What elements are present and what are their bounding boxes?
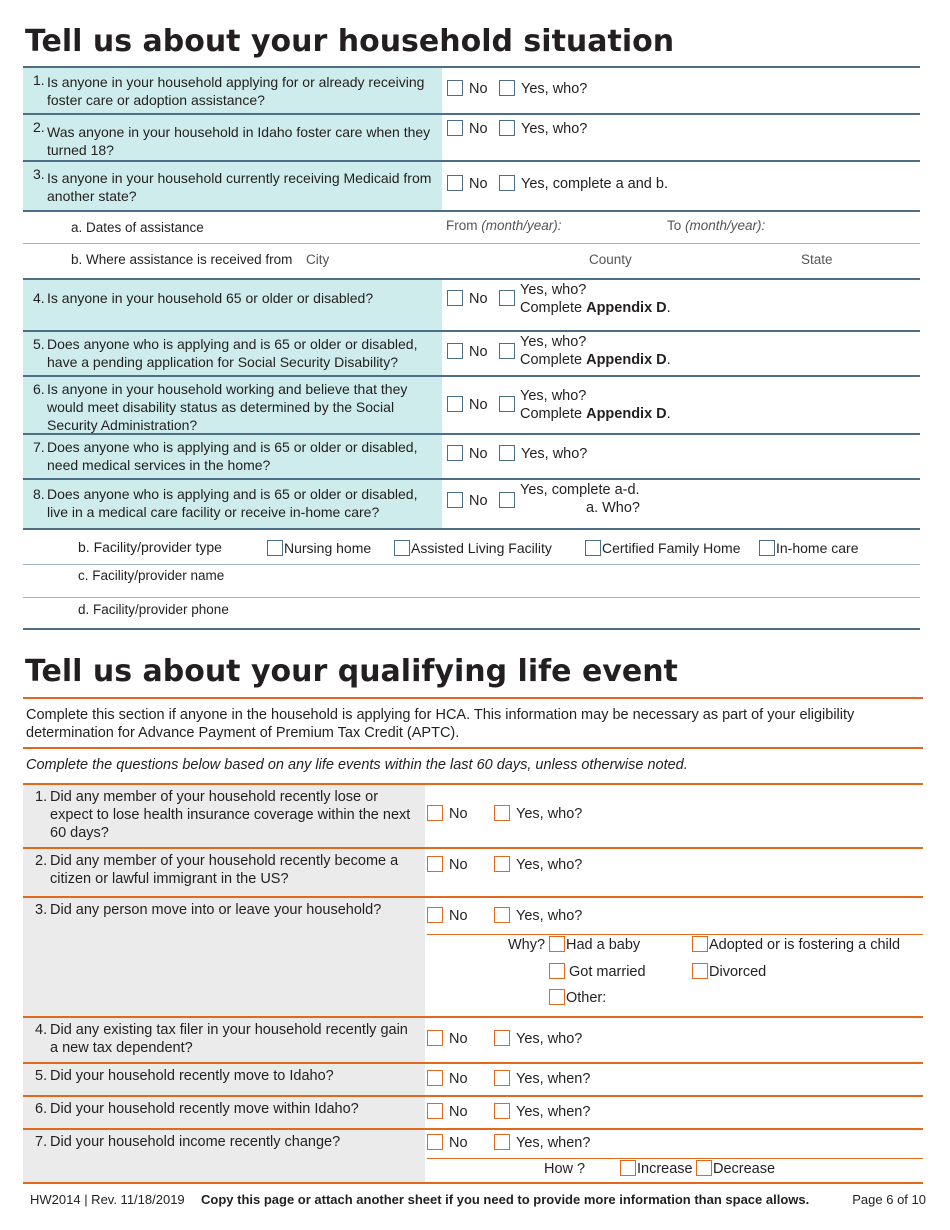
household-q2-row <box>23 113 920 160</box>
qle-q2-row <box>23 847 923 896</box>
city-label: City <box>306 252 330 267</box>
question-cell <box>23 68 442 113</box>
yes-checkbox[interactable] <box>499 493 521 509</box>
checkbox-box-icon <box>549 963 565 979</box>
question-cell <box>23 898 425 1016</box>
how-label: How ? <box>544 1161 586 1177</box>
no-checkbox[interactable]: No <box>447 291 488 307</box>
checkbox-box-icon <box>494 1134 510 1150</box>
facility-phone-label: d. Facility/provider phone <box>78 602 229 617</box>
question-cell <box>23 1018 425 1062</box>
form-id: HW2014 | Rev. 11/18/2019 <box>30 1192 185 1207</box>
checkbox-box-icon <box>427 1030 443 1046</box>
checkbox-box-icon <box>494 1030 510 1046</box>
certified-family-home-checkbox[interactable]: Certified Family Home <box>585 540 740 557</box>
checkbox-box-icon <box>585 540 601 556</box>
question-number: 2. <box>35 853 48 869</box>
household-q4-row <box>23 278 920 330</box>
household-q7-row <box>23 433 920 478</box>
question-number: 8. <box>33 486 45 502</box>
question-text: Was anyone in your household in Idaho foster care when they turned 18? <box>47 124 431 158</box>
checkbox-box-icon <box>427 907 443 923</box>
footer-note: Copy this page or attach another sheet if you need to provide more information than space allows. <box>201 1192 810 1207</box>
adopted-checkbox[interactable]: Adopted or is fostering a child <box>692 937 900 953</box>
checkbox-box-icon <box>447 120 463 136</box>
question-number: 3. <box>35 902 48 918</box>
checkbox-box-icon <box>499 492 515 508</box>
question-cell <box>23 1064 425 1095</box>
yes-appendix-text: Yes, who? Complete Appendix D. <box>520 388 671 422</box>
question-text: Did any member of your household recently become a citizen or lawful immigrant in the US? <box>50 853 399 887</box>
qle-q1-row <box>23 783 923 847</box>
question-cell <box>23 1097 425 1128</box>
checkbox-box-icon <box>447 445 463 461</box>
state-label: State <box>801 252 833 267</box>
question-number: 3. <box>33 166 45 182</box>
question-number: 1. <box>35 789 48 805</box>
qle-title: Tell us about your qualifying life event <box>25 654 678 689</box>
question-text: Does anyone who is applying and is 65 or older or disabled, have a pending application for Social Security Disability? <box>47 336 418 370</box>
qle-note-row <box>23 749 923 785</box>
who-label: a. Who? <box>586 500 640 516</box>
household-title: Tell us about your household situation <box>25 24 675 59</box>
checkbox-box-icon <box>447 343 463 359</box>
household-q8-row <box>23 478 920 528</box>
no-checkbox[interactable]: No <box>447 446 488 462</box>
no-checkbox[interactable]: No <box>427 908 468 924</box>
checkbox-box-icon <box>427 1070 443 1086</box>
yes-checkbox[interactable]: Yes, who? <box>499 121 587 137</box>
had-baby-checkbox[interactable]: Had a baby <box>549 937 640 953</box>
household-section <box>23 66 920 630</box>
checkbox-box-icon <box>447 396 463 412</box>
no-checkbox[interactable]: No <box>447 344 488 360</box>
qle-section <box>23 697 923 1186</box>
household-q5-row <box>23 330 920 375</box>
checkbox-box-icon <box>427 856 443 872</box>
question-cell <box>23 1130 425 1182</box>
checkbox-box-icon <box>549 936 565 952</box>
checkbox-box-icon <box>447 290 463 306</box>
yes-checkbox[interactable]: Yes, who? <box>499 446 587 462</box>
no-checkbox[interactable]: No <box>447 81 488 97</box>
where-label: b. Where assistance is received from <box>71 252 293 267</box>
question-text: Did your household recently move to Idaho? <box>50 1068 334 1084</box>
question-cell <box>23 115 442 160</box>
checkbox-box-icon <box>549 989 565 1005</box>
question-number: 4. <box>35 1022 48 1038</box>
page-number: Page 6 of 10 <box>852 1192 926 1207</box>
no-checkbox[interactable]: No <box>447 176 488 192</box>
in-home-care-checkbox[interactable]: In-home care <box>759 540 858 557</box>
yes-checkbox[interactable]: Yes, who? <box>494 908 582 924</box>
question-number: 5. <box>33 336 45 352</box>
qle-q7-row <box>23 1128 923 1184</box>
question-cell <box>23 785 425 847</box>
question-cell <box>23 280 442 330</box>
checkbox-box-icon <box>267 540 283 556</box>
no-checkbox[interactable]: No <box>447 493 488 509</box>
qle-q3-row <box>23 896 923 1016</box>
got-married-checkbox[interactable]: Got married <box>549 964 646 980</box>
qle-intro-row <box>23 697 923 749</box>
other-checkbox[interactable]: Other: <box>549 990 606 1006</box>
question-text: Did any person move into or leave your household? <box>50 902 382 918</box>
question-text: Is anyone in your household 65 or older or disabled? <box>47 290 374 306</box>
checkbox-box-icon <box>499 396 515 412</box>
yes-appendix-text: Yes, who? Complete Appendix D. <box>520 282 671 316</box>
question-number: 6. <box>33 381 45 397</box>
checkbox-box-icon <box>499 80 515 96</box>
assisted-living-checkbox[interactable]: Assisted Living Facility <box>394 540 552 557</box>
from-label: From (month/year): <box>446 218 562 233</box>
checkbox-box-icon <box>499 175 515 191</box>
no-checkbox[interactable]: No <box>427 1071 468 1087</box>
question-number: 6. <box>35 1101 48 1117</box>
household-q8d-row <box>23 598 920 630</box>
qle-q5-row <box>23 1062 923 1095</box>
household-q6-row <box>23 375 920 433</box>
checkbox-box-icon <box>759 540 775 556</box>
question-cell <box>23 480 442 528</box>
question-number: 1. <box>33 72 45 88</box>
checkbox-box-icon <box>696 1160 712 1176</box>
checkbox-box-icon <box>499 290 515 306</box>
checkbox-box-icon <box>692 936 708 952</box>
question-number: 2. <box>33 119 45 135</box>
no-checkbox[interactable]: No <box>427 1135 468 1151</box>
household-q8b-row <box>23 528 920 565</box>
question-number: 7. <box>33 439 45 455</box>
no-checkbox[interactable]: No <box>447 397 488 413</box>
yes-checkbox[interactable]: Yes, who? <box>494 1031 582 1047</box>
checkbox-box-icon <box>499 120 515 136</box>
question-number: 4. <box>33 290 45 306</box>
question-text: Does anyone who is applying and is 65 or older or disabled, need medical services in the home? <box>47 439 418 473</box>
question-text: Did any existing tax filer in your household recently gain a new tax dependent? <box>50 1022 408 1056</box>
checkbox-box-icon <box>427 1134 443 1150</box>
yes-checkbox[interactable]: Yes, when? <box>494 1071 590 1087</box>
checkbox-box-icon <box>427 805 443 821</box>
why-label: Why? <box>508 937 546 953</box>
question-text: Did any member of your household recently lose or expect to lose health insurance coverage within the next 60 days? <box>50 789 411 841</box>
no-checkbox[interactable]: No <box>427 1104 468 1120</box>
household-q1-row <box>23 66 920 113</box>
no-checkbox[interactable]: No <box>447 121 488 137</box>
checkbox-box-icon <box>494 805 510 821</box>
question-text: Is anyone in your household currently receiving Medicaid from another state? <box>47 170 432 204</box>
yes-checkbox[interactable]: Yes, who? <box>499 81 587 97</box>
yes-checkbox[interactable]: Yes, who? <box>494 857 582 873</box>
yes-checkbox[interactable] <box>499 397 521 413</box>
question-text: Did your household recently move within Idaho? <box>50 1101 359 1117</box>
increase-checkbox[interactable]: Increase <box>620 1161 693 1177</box>
decrease-checkbox[interactable]: Decrease <box>696 1161 775 1177</box>
checkbox-box-icon <box>620 1160 636 1176</box>
question-number: 7. <box>35 1134 48 1150</box>
checkbox-box-icon <box>692 963 708 979</box>
no-checkbox[interactable]: No <box>427 857 468 873</box>
household-q3-row <box>23 160 920 210</box>
yes-checkbox[interactable]: Yes, when? <box>494 1135 590 1151</box>
no-checkbox[interactable]: No <box>427 1031 468 1047</box>
nursing-home-checkbox[interactable]: Nursing home <box>267 540 371 557</box>
checkbox-box-icon <box>447 80 463 96</box>
yes-checkbox[interactable]: Yes, complete a and b. <box>499 176 668 192</box>
question-text: Is anyone in your household working and believe that they would meet disability status as determined by the Social Security Administration? <box>47 381 408 433</box>
to-label: To (month/year): <box>667 218 766 233</box>
qle-q6-row <box>23 1095 923 1128</box>
checkbox-box-icon <box>447 175 463 191</box>
county-label: County <box>589 252 632 267</box>
divorced-checkbox[interactable]: Divorced <box>692 964 766 980</box>
checkbox-box-icon <box>494 1103 510 1119</box>
qle-q4-row <box>23 1016 923 1062</box>
question-cell <box>23 162 442 210</box>
yes-checkbox[interactable] <box>499 344 521 360</box>
question-number: 5. <box>35 1068 48 1084</box>
question-text: Is anyone in your household applying for or already receiving foster care or adoption assistance? <box>47 74 425 108</box>
yes-appendix-text: Yes, who? Complete Appendix D. <box>520 334 671 368</box>
facility-name-label: c. Facility/provider name <box>78 568 225 583</box>
checkbox-box-icon <box>394 540 410 556</box>
question-cell <box>23 332 442 375</box>
checkbox-box-icon <box>499 343 515 359</box>
yes-complete-text: Yes, complete a-d. <box>520 482 640 498</box>
qle-note-text: Complete the questions below based on any life events within the last 60 days, unless otherwise noted. <box>26 757 688 773</box>
checkbox-box-icon <box>494 907 510 923</box>
household-q3b-row <box>23 244 920 278</box>
checkbox-box-icon <box>447 492 463 508</box>
checkbox-box-icon <box>494 856 510 872</box>
facility-type-label: b. Facility/provider type <box>78 539 222 555</box>
no-checkbox[interactable]: No <box>427 806 468 822</box>
household-q3a-row <box>23 210 920 244</box>
checkbox-box-icon <box>494 1070 510 1086</box>
yes-checkbox[interactable]: Yes, who? <box>494 806 582 822</box>
yes-checkbox[interactable]: Yes, when? <box>494 1104 590 1120</box>
question-cell <box>23 435 442 478</box>
question-cell <box>23 849 425 896</box>
yes-checkbox[interactable] <box>499 291 521 307</box>
question-cell <box>23 377 442 433</box>
qle-intro-text: Complete this section if anyone in the household is applying for HCA. This information may be necessary as part of your eligibility determination for Advance Payment of Premium Tax Credit (APTC). <box>26 707 855 741</box>
household-q8c-row <box>23 565 920 598</box>
checkbox-box-icon <box>427 1103 443 1119</box>
question-text: Does anyone who is applying and is 65 or older or disabled, live in a medical care facility or receive in-home care? <box>47 486 418 520</box>
dates-label: a. Dates of assistance <box>71 220 204 235</box>
question-text: Did your household income recently change? <box>50 1134 341 1150</box>
checkbox-box-icon <box>499 445 515 461</box>
